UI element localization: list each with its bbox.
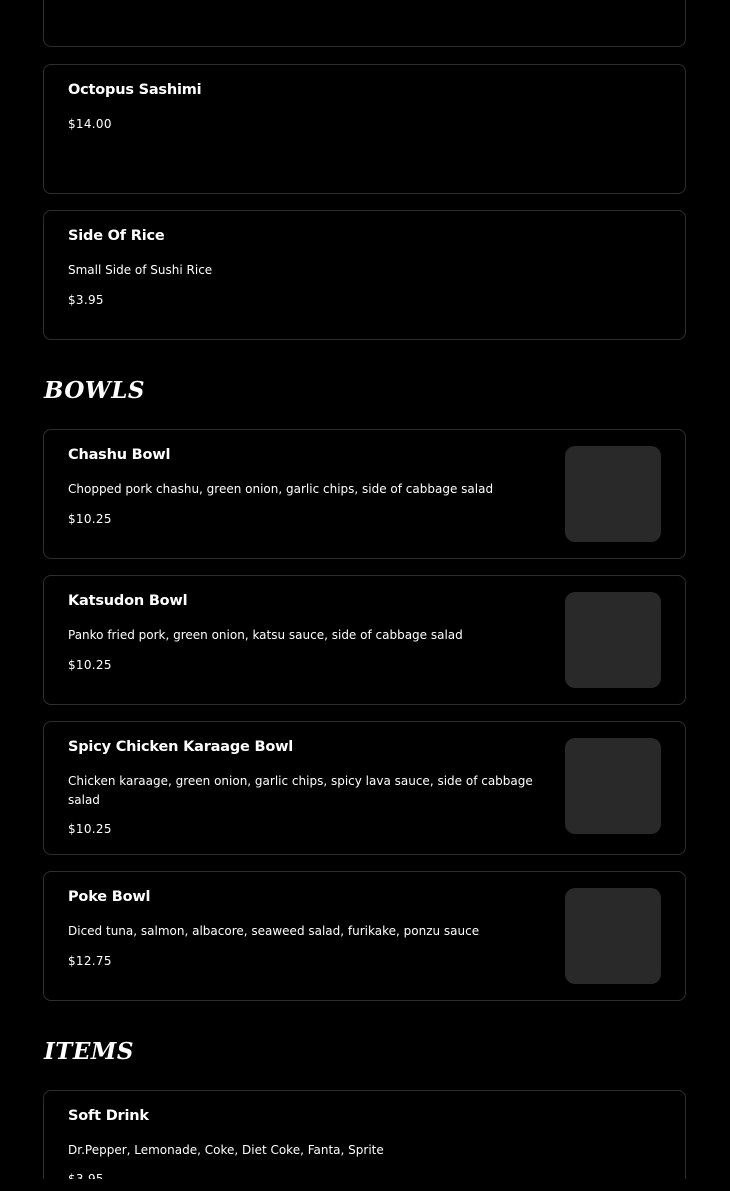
menu-item-price: $10.25: [68, 658, 112, 672]
menu-item-description: Panko fried pork, green onion, katsu sauce, side of cabbage salad: [68, 628, 463, 642]
menu-item-card-poke-bowl[interactable]: [43, 871, 686, 1001]
menu-item-price: $3.95: [68, 293, 104, 307]
menu-item-card-octopus-sashimi[interactable]: [43, 64, 686, 194]
menu-item-card-soft-drink[interactable]: [43, 1090, 686, 1191]
menu-item-card-katsudon-bowl[interactable]: [43, 575, 686, 705]
menu-item-description: Chopped pork chashu, green onion, garlic chips, side of cabbage salad: [68, 482, 494, 496]
menu-item-card-chashu-bowl[interactable]: [43, 429, 686, 559]
menu-item-image: [565, 888, 661, 984]
menu-item-price: $14.00: [68, 117, 112, 131]
menu-item-card-side-of-rice[interactable]: [43, 210, 686, 340]
menu-item-price: $10.25: [68, 512, 112, 526]
menu-item-description: Diced tuna, salmon, albacore, seaweed salad, furikake, ponzu sauce: [68, 924, 480, 938]
menu-item-price: $10.25: [68, 822, 112, 836]
menu-item-price: $12.75: [68, 954, 112, 968]
bottom-edge-overlay: [0, 1179, 730, 1191]
section-title-bowls: BOWLS: [44, 377, 146, 404]
menu-item-name: Spicy Chicken Karaage Bowl: [68, 739, 294, 755]
menu-item-image: [565, 592, 661, 688]
menu-item-name: Poke Bowl: [68, 889, 151, 905]
menu-item-name: Chashu Bowl: [68, 447, 171, 463]
menu-item-name: Katsudon Bowl: [68, 593, 188, 609]
menu-item-image: [565, 446, 661, 542]
section-title-items: ITEMS: [44, 1038, 134, 1065]
menu-item-card-partial[interactable]: [43, 0, 686, 47]
menu-item-card-spicy-chicken-karaage-bowl[interactable]: [43, 721, 686, 855]
menu-item-name: Side Of Rice: [68, 228, 165, 244]
menu-item-description: Small Side of Sushi Rice: [68, 263, 213, 277]
menu-item-description: Chicken karaage, green onion, garlic chips, spicy lava sauce, side of cabbage salad: [68, 774, 533, 807]
menu-item-name: Octopus Sashimi: [68, 82, 202, 98]
menu-item-description: Dr.Pepper, Lemonade, Coke, Diet Coke, Fanta, Sprite: [68, 1143, 384, 1157]
menu-item-name: Soft Drink: [68, 1108, 149, 1124]
menu-item-image: [565, 738, 661, 834]
